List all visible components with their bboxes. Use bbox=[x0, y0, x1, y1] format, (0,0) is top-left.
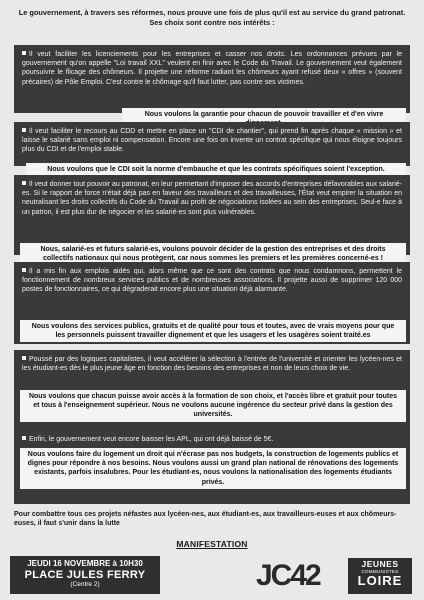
manifestation-heading: MANIFESTATION bbox=[176, 539, 248, 549]
logo-line-3: LOIRE bbox=[357, 573, 403, 588]
section-6-demand: Nous voulons faire du logement un droit qui n'écrase pas nos budgets, la construction de logements publics et dignes pour répondre à nos besoins. Nous voulons aussi un grand plan national de rénovations des logements existants, parfois insalubres. Pour les étudiant-es, nous voulons la nationalisation des logements étudiants privés. bbox=[20, 448, 406, 489]
section-3-body: Il veut donner tout pouvoir au patronat, en leur permettant d'imposer des accords d'entreprises défavorables aux salarié-es. Si le rapport de force n'était déjà pas en faveur des travailleurs et des travailleuses, l'État veut empirer la situation en neutralisant les droits collectifs du Code du Travail au profit de négociations isolées au sein des entreprises. Seul-e face à un patron, il est plus dur de négocier et les salarié-es sont plus vulnérables. bbox=[22, 181, 402, 216]
event-date: JEUDI 16 NOVEMBRE à 10H30 bbox=[27, 559, 143, 568]
logo-label-box bbox=[348, 558, 412, 594]
section-2-demand: Nous voulons que le CDI soit la norme d'embauche et que les contrats spécifiques soient l'exception. bbox=[26, 163, 406, 176]
jc42-logo bbox=[240, 556, 416, 596]
bullet-square-icon bbox=[22, 436, 26, 440]
section-1-text bbox=[14, 45, 410, 113]
section-3-demand: Nous, salarié-es et futurs salarié-es, voulons pouvoir décider de la gestion des entreprises et des droits collectifs nationaux qui nous protègent, car nous sommes les premiers et les premières concerné-es ! bbox=[20, 243, 406, 265]
event-place: PLACE JULES FERRY bbox=[24, 569, 146, 581]
bullet-square-icon bbox=[22, 268, 26, 272]
section-5-body: Poussé par des logiques capitalistes, il veut accélérer la sélection à l'entrée de l'université et orienter les lycéen-nes et les étudiant-es dès le plus jeune âge en fonction des besoins des entreprises et non de leurs choix de vie. bbox=[22, 356, 402, 373]
event-detail: (Centre 2) bbox=[70, 581, 100, 588]
bullet-square-icon bbox=[22, 128, 26, 132]
section-2-text bbox=[14, 122, 410, 166]
section-6-body: Enfin, le gouvernement veut encore baisser les APL, qui ont déjà baissé de 5€. bbox=[29, 436, 274, 443]
section-1-body: Il veut faciliter les licenciements pour les entreprises et casser nos droits. Les ordonnances prévues par le gouvernement qu'on appelle "Loi travail XXL" veulent en finir avec le Code du Travail. Le gouvernement veut également poursuivre le flicage des chômeurs. Il projette une réforme radiant les chômeurs ayant refusé deux « offres » (souvent précaires) de Pôle Emploi. C'est contre le chômage qu'il faut lutter, pas contre ses victimes. bbox=[22, 51, 402, 86]
section-2-body: Il veut faciliter le recours au CDD et mettre en place un "CDI de chantier", qui prend fin après chaque « mission » et laisse le salarié sans emploi ni compensation. Encore une fois on invente un contrat spécifique qui nous éloigne toujours plus du CDI et de l'emploi stable. bbox=[22, 128, 402, 154]
bullet-square-icon bbox=[22, 181, 26, 185]
section-1-demand: Nous voulons la garantie pour chacun de pouvoir travailler et d'en vivre bbox=[122, 108, 406, 130]
closing-text: Pour combattre tous ces projets néfastes aux lycéen-nes, aux étudiant-es, aux travailleurs-euses et aux chômeurs-euses, il faut s'unir dans la lutte bbox=[14, 511, 397, 528]
event-box bbox=[10, 556, 160, 594]
bullet-square-icon bbox=[22, 356, 26, 360]
section-5-demand: Nous voulons que chacun puisse avoir accès à la formation de son choix, et l'accès libre et gratuit pour toutes et tous à l'enseignement supérieur. Nous ne voulons aucune ingérence du secteur privé dans la gestion des universités. bbox=[20, 390, 406, 422]
logo-mark: JC42 bbox=[256, 559, 320, 592]
logo-line-1: JEUNES bbox=[361, 559, 399, 569]
logo-line-2: COMMUNISTES bbox=[361, 569, 399, 574]
section-4-body: Il a mis fin aux emplois aidés qui, alors même que ce sont des contrats que nous condamnons, permettent le fonctionnement de nombreux services publics et de nombreuses associations. Il projette aussi de supprimer 120 000 postes de fonctionnaires, ce qui dégraderait encore plus une situation déjà alarmante. bbox=[22, 268, 402, 294]
bullet-square-icon bbox=[22, 51, 26, 55]
section-4-demand: Nous voulons des services publics, gratuits et de qualité pour tous et toutes, avec de vrais moyens pour que les personnels puissent travailler dignement et que les usagers et les usagères soient traité.es bbox=[20, 320, 406, 342]
intro-text: Le gouvernement, à travers ses réformes, nous prouve une fois de plus qu'il est au service du grand patronat. Ses choix sont contre nos intérêts : bbox=[18, 8, 406, 27]
